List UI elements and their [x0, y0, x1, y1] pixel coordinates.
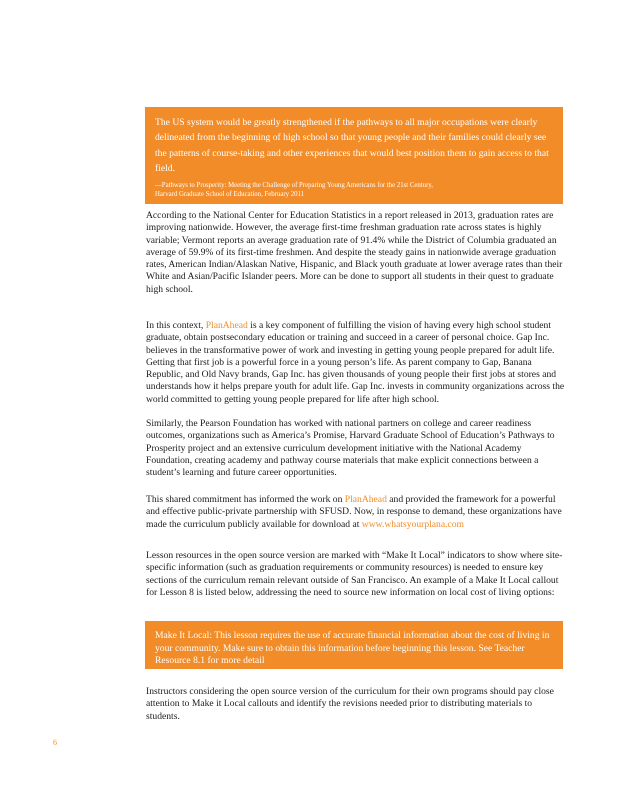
paragraph-shared-commitment — [146, 494, 566, 531]
citation-line-2: Harvard Graduate School of Education, February 2011 — [155, 190, 305, 198]
website-link[interactable]: www.whatsyourplana.com — [361, 518, 465, 530]
page-number: 6 — [53, 738, 57, 747]
pull-quote-text: The US system would be greatly strengthened if the pathways to all major occupations were clearly delineated from the beginning of high school so that young people and their families could clearly see the patterns of course-taking and other experiences that would best position them to gain access to that field. — [155, 117, 549, 175]
paragraph-instructors: Instructors considering the open source version of the curriculum for their own programs should pay close attention to Make it Local callouts and identify the revisions needed prior to distributing materials to students. — [146, 686, 554, 722]
citation-line-1: —Pathways to Prosperity: Meeting the Challenge of Preparing Young Americans for the 21st Century, — [155, 181, 434, 189]
pull-quote-box — [145, 107, 563, 204]
paragraph-text: and provided the framework for a powerful and effective public-private partnership with SFUSD. Now, in response to demand, these organizations have made the curriculum publicly available for download at — [146, 494, 562, 530]
paragraph-lesson-resources: Lesson resources in the open source version are marked with “Make It Local” indicators to show where site-specific information (such as graduation requirements or community resources) is needed to ensure key sections of the curriculum remain relevant outside of San Francisco. An example of a Make It Local callout for Lesson 8 is listed below, addressing the need to source new information on local cost of living options: — [146, 550, 563, 598]
paragraph-text: is a key component of fulfilling the vision of having every high school student graduate, obtain postsecondary education or training and succeed in a career of personal choice. Gap Inc. believes in the transformative power of work and investing in getting young people prepared for adult life. Getting that first job is a powerful force in a young person’s life. As parent company to Gap, Banana Republic, and Old Navy brands, Gap Inc. has given thousands of young people their first jobs at stores and understands how it helps prepare youth for adult life. Gap Inc. invests in community organizations across the world committed to getting young people prepared for life after high school. — [146, 320, 565, 405]
make-it-local-text: Make It Local: This lesson requires the use of accurate financial information about the cost of living in your community. Make sure to obtain this information before beginning this lesson. See Teacher Resource 8.1 for more detail — [155, 630, 550, 666]
paragraph-text: In this context, — [146, 320, 206, 331]
paragraph-planahead-context — [146, 320, 566, 406]
paragraph-graduation-rates: According to the National Center for Education Statistics in a report released in 2013, graduation rates are improving nationwide. However, the average first-time freshman graduation rate across states is highly variable; Vermont reports an average graduation rate of 91.4% while the District of Columbia graduated an average of 59.9% of its first-time freshmen. And despite the steady gains in nationwide average graduation rates, American Indian/Alaskan Native, Hispanic, and Black youth graduate at lower average rates than their White and Asian/Pacific Islander peers. More can be done to support all students in their quest to graduate high school. — [146, 210, 563, 295]
paragraph-text: This shared commitment has informed the work on — [146, 494, 345, 505]
pull-quote-citation — [155, 181, 553, 199]
make-it-local-callout — [145, 621, 563, 669]
planahead-link[interactable]: PlanAhead — [344, 494, 387, 505]
planahead-link[interactable]: PlanAhead — [205, 320, 248, 331]
paragraph-pearson-foundation: Similarly, the Pearson Foundation has worked with national partners on college and career readiness outcomes, organizations such as America’s Promise, Harvard Graduate School of Education’s Pathways to Prosperity project and an extensive curriculum development initiative with the National Academy Foundation, creating academy and pathway course materials that make explicit connections between a student’s learning and future career opportunities. — [146, 418, 555, 479]
